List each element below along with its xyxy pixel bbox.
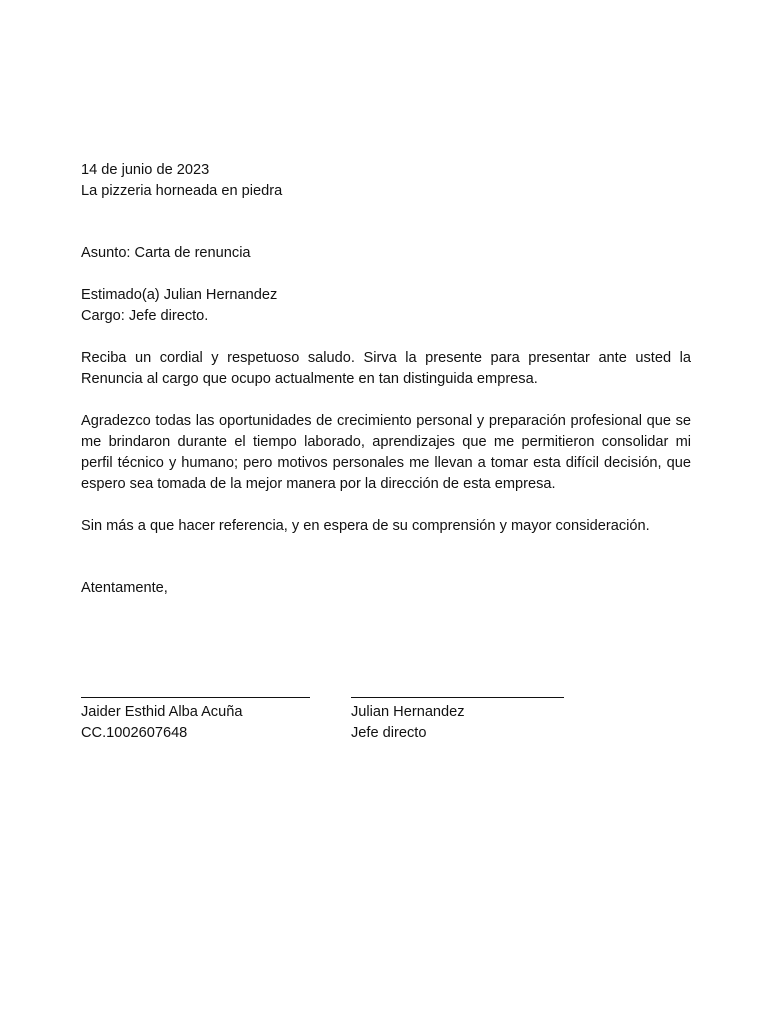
signature-block-resigner (81, 680, 311, 744)
signer-id: CC.1002607648 (81, 725, 188, 741)
letter-date: 14 de junio de 2023 (81, 162, 210, 178)
letter-subject: Asunto: Carta de renuncia (81, 245, 251, 261)
closing-salutation: Atentamente, (81, 580, 168, 596)
signature-block-manager (351, 680, 565, 744)
recipient-position: Cargo: Jefe directo. (81, 308, 209, 324)
manager-name: Julian Hernandez (351, 704, 465, 720)
paragraph-gratitude: Agradezco todas las oportunidades de crecimiento personal y preparación profesional que se me brindaron durante el tiempo laborado, aprendizajes que me permitieron consolidar mi perfil técnico y humano; pero motivos personales me llevan a tomar esta difícil decisión, que espero sea tomada de la mejor manera por la dirección de esta empresa. (81, 413, 691, 492)
signature-section (81, 680, 691, 760)
signer-name: Jaider Esthid Alba Acuña (81, 704, 243, 720)
signature-line (81, 680, 310, 698)
paragraph-closing-remark: Sin más a que hacer referencia, y en espera de su comprensión y mayor consideración. (81, 518, 650, 534)
manager-title: Jefe directo (351, 725, 427, 741)
signature-line (351, 680, 564, 698)
recipient-greeting: Estimado(a) Julian Hernandez (81, 287, 278, 303)
company-name: La pizzeria horneada en piedra (81, 183, 283, 199)
letter-body (81, 160, 691, 599)
paragraph-intro: Reciba un cordial y respetuoso saludo. Sirva la presente para presentar ante usted la Renuncia al cargo que ocupo actualmente en tan distinguida empresa. (81, 350, 691, 387)
